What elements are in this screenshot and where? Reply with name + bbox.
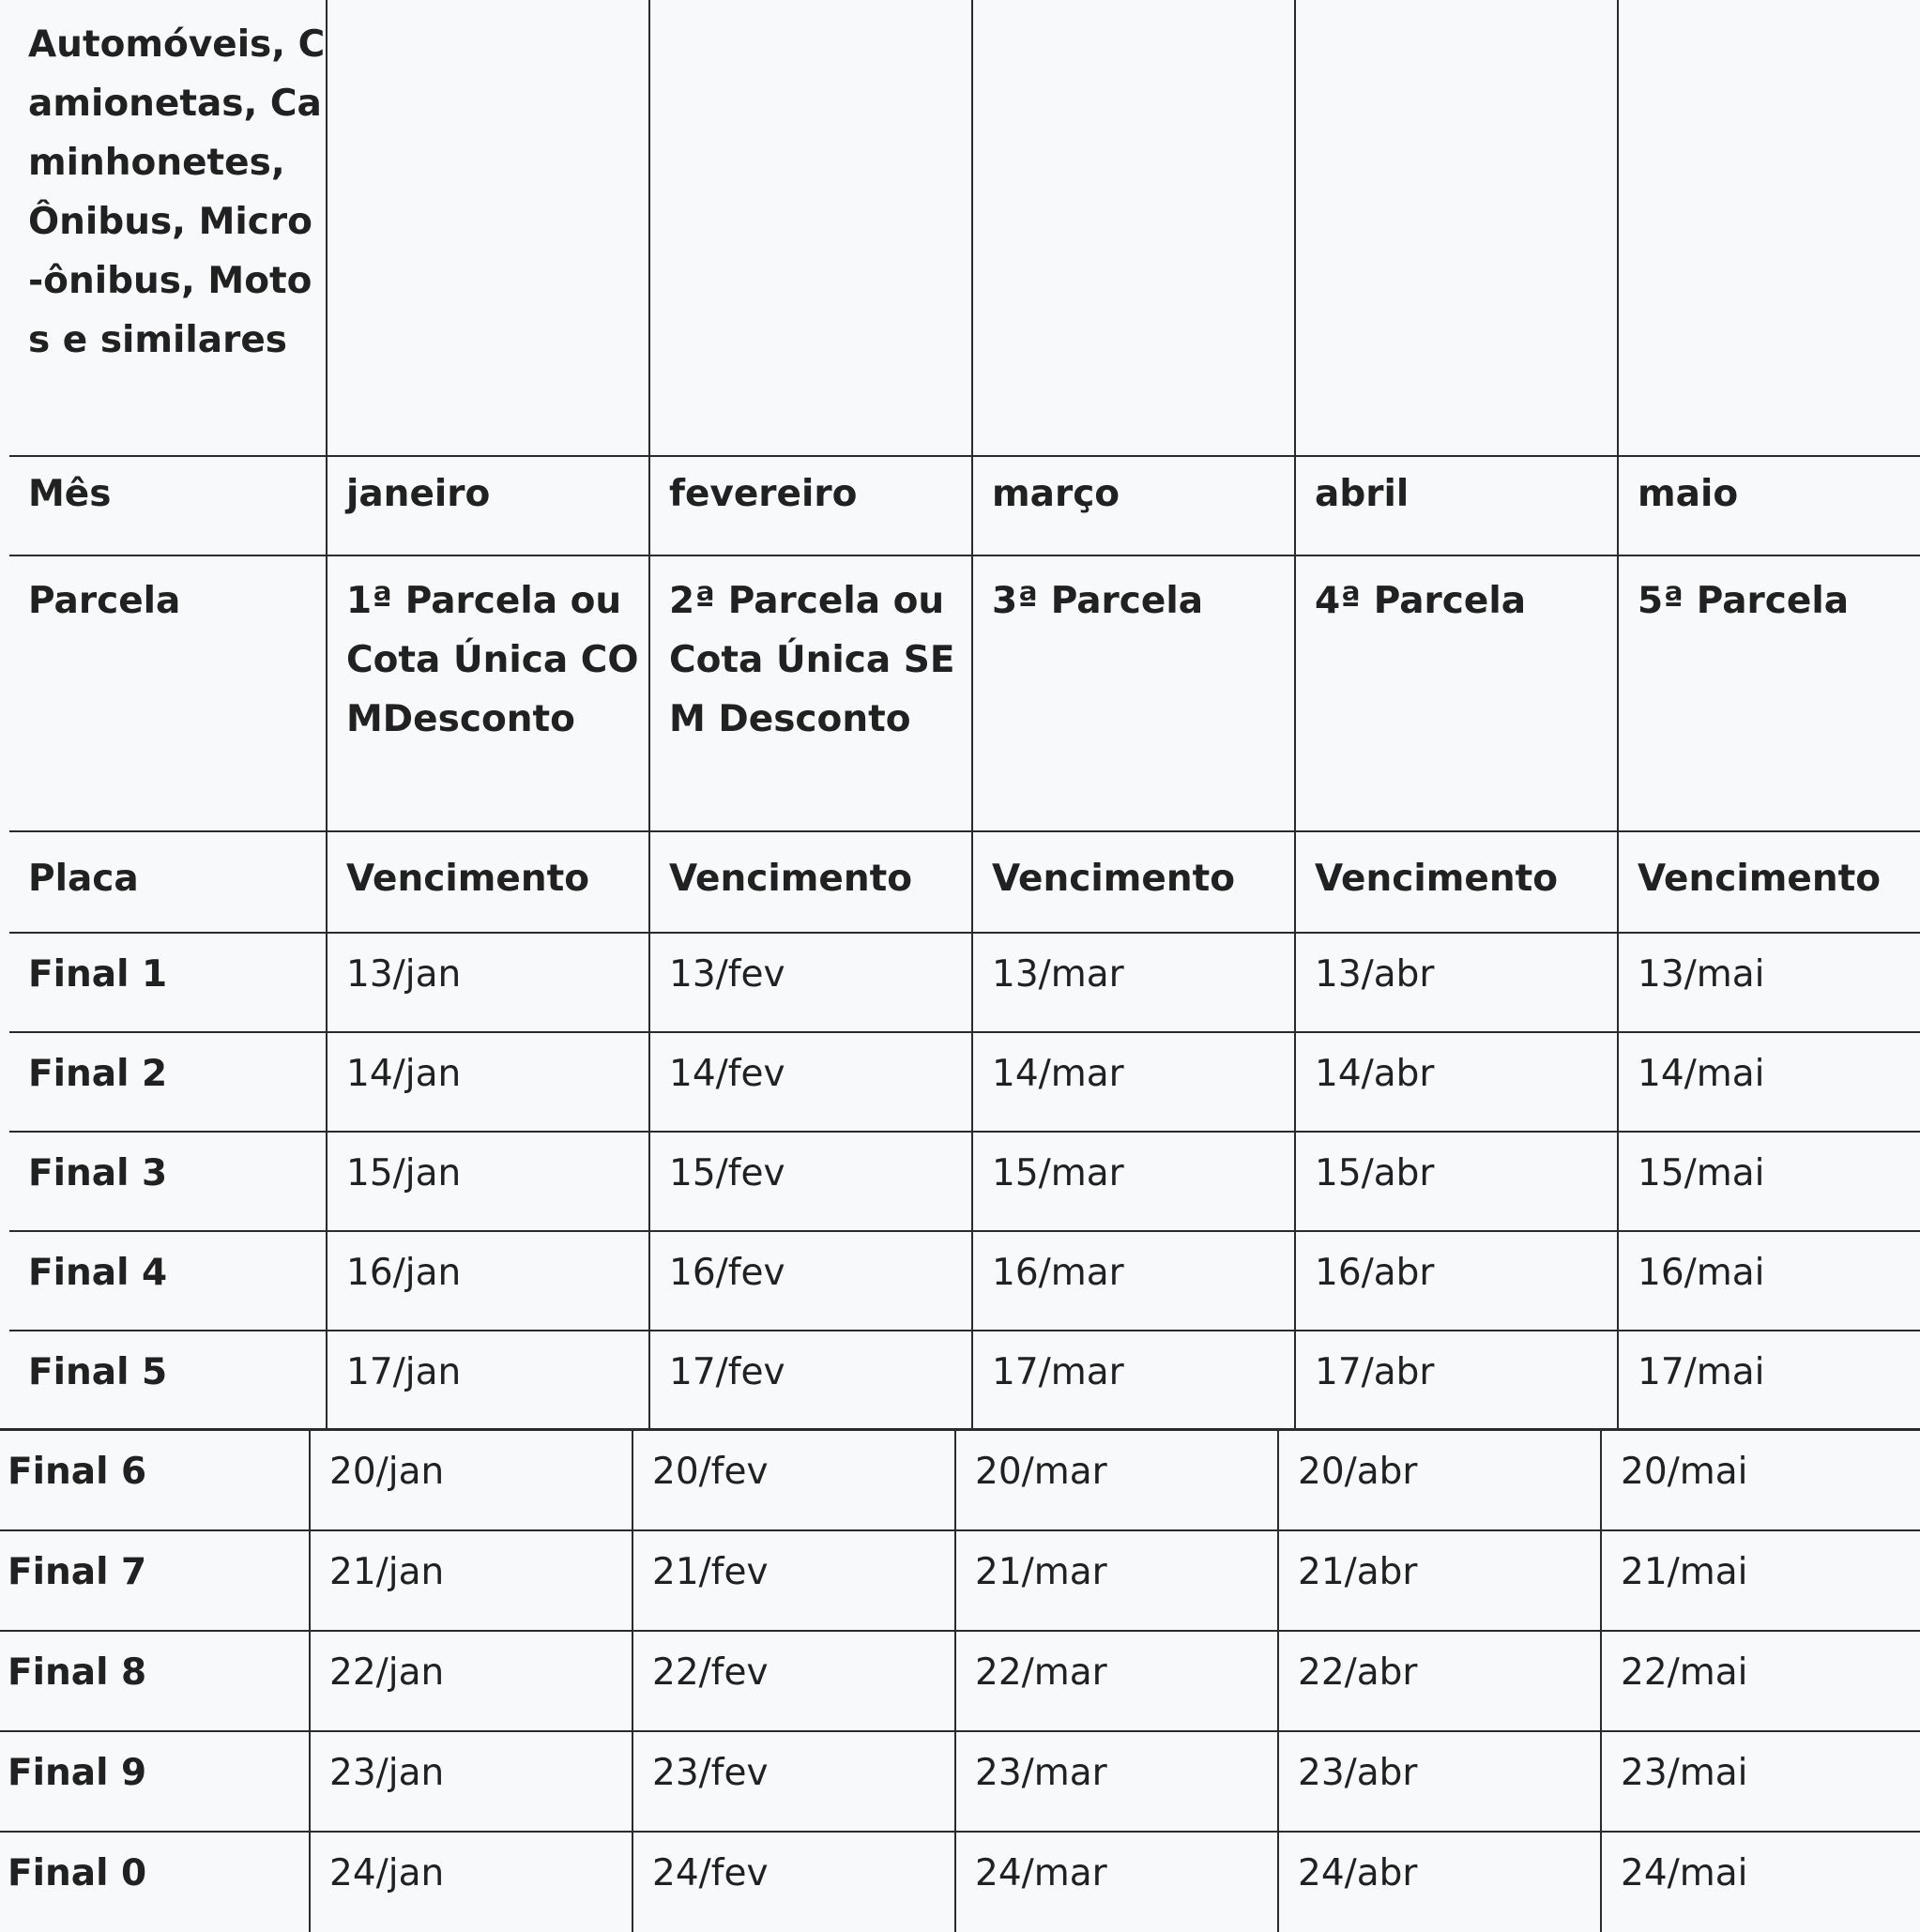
empty-cell xyxy=(1295,0,1618,456)
due-date-cell: 16/jan xyxy=(327,1231,649,1331)
plate-cell: Final 8 xyxy=(0,1631,310,1731)
due-date-cell: 24/jan xyxy=(310,1832,632,1932)
due-label: Vencimento xyxy=(649,831,972,933)
due-date-cell: 16/fev xyxy=(649,1231,972,1331)
table-row xyxy=(0,1430,1920,1530)
due-date-cell: 22/mar xyxy=(955,1631,1278,1731)
due-date-cell: 14/abr xyxy=(1295,1032,1618,1132)
plate-cell: Final 2 xyxy=(9,1032,327,1132)
category-cell: Automóveis, Camionetas, Caminhonetes, Ônibus, Micro-ônibus, Motos e similares xyxy=(9,0,327,456)
due-date-cell: 22/fev xyxy=(632,1631,955,1731)
due-date-cell: 21/jan xyxy=(310,1530,632,1631)
category-row xyxy=(9,0,1920,456)
table-row xyxy=(9,1231,1920,1331)
due-date-cell: 20/mar xyxy=(955,1430,1278,1530)
due-date-cell: 14/jan xyxy=(327,1032,649,1132)
due-date-cell: 24/mai xyxy=(1621,1851,1748,1894)
month-cell: março xyxy=(972,456,1295,555)
plate-cell: Final 9 xyxy=(0,1731,310,1832)
due-date-cell: 20/jan xyxy=(310,1430,632,1530)
due-date-cell: 13/mai xyxy=(1618,933,1920,1032)
empty-cell xyxy=(972,0,1295,456)
empty-cell xyxy=(1618,0,1920,456)
due-date-cell: 21/abr xyxy=(1278,1530,1601,1631)
due-date-cell: 17/abr xyxy=(1295,1331,1618,1430)
due-date-cell: 15/abr xyxy=(1295,1132,1618,1231)
due-label: Vencimento xyxy=(1295,831,1618,933)
due-date-cell: 15/jan xyxy=(327,1132,649,1231)
empty-cell xyxy=(327,0,649,456)
due-date-cell: 23/abr xyxy=(1278,1731,1601,1832)
due-date-cell: 22/mai xyxy=(1601,1631,1920,1731)
due-date-cell: 23/mai xyxy=(1601,1731,1920,1832)
table-row xyxy=(0,1631,1920,1731)
plate-cell: Final 3 xyxy=(9,1132,327,1231)
due-date-cell: 21/mai xyxy=(1601,1530,1920,1631)
bottom-rows xyxy=(0,1430,1920,1932)
table-row xyxy=(9,1132,1920,1231)
due-date-cell: 17/fev xyxy=(649,1331,972,1430)
due-date-cell: 24/fev xyxy=(632,1832,955,1932)
plate-label: Placa xyxy=(9,831,327,933)
due-date-cell: 22/jan xyxy=(310,1631,632,1731)
due-date-cell: 15/mar xyxy=(972,1132,1295,1231)
plate-cell: Final 7 xyxy=(0,1530,310,1631)
due-date-cell: 13/fev xyxy=(649,933,972,1032)
installment-cell: 2ª Parcela ou Cota Única SEM Desconto xyxy=(649,555,972,831)
due-date-cell: 21/fev xyxy=(632,1530,955,1631)
due-date-cell: 17/mar xyxy=(972,1331,1295,1430)
installment-cell: 5ª Parcela xyxy=(1618,555,1920,831)
plate-cell: Final 6 xyxy=(0,1430,310,1530)
due-date-cell: 14/fev xyxy=(649,1032,972,1132)
due-date-cell: 23/jan xyxy=(310,1731,632,1832)
table-row xyxy=(0,1832,1920,1932)
table-row xyxy=(0,1731,1920,1832)
table-row xyxy=(9,933,1920,1032)
month-row xyxy=(9,456,1920,555)
due-date-cell: 15/mai xyxy=(1618,1132,1920,1231)
month-cell: janeiro xyxy=(327,456,649,555)
installment-row xyxy=(9,555,1920,831)
due-date-cell: 13/mar xyxy=(972,933,1295,1032)
plate-cell: Final 5 xyxy=(9,1331,327,1430)
due-label: Vencimento xyxy=(327,831,649,933)
due-date-cell: 17/jan xyxy=(327,1331,649,1430)
due-date-cell: 16/mai xyxy=(1618,1231,1920,1331)
schedule-table-top xyxy=(9,0,1920,1430)
due-date-cell: 16/mar xyxy=(972,1231,1295,1331)
due-label: Vencimento xyxy=(1618,831,1920,933)
month-cell: abril xyxy=(1295,456,1618,555)
due-date-cell: 13/abr xyxy=(1295,933,1618,1032)
plate-cell: Final 4 xyxy=(9,1231,327,1331)
due-date-cell: 23/mar xyxy=(955,1731,1278,1832)
installment-cell: 4ª Parcela xyxy=(1295,555,1618,831)
due-date-cell: 16/abr xyxy=(1295,1231,1618,1331)
month-cell: maio xyxy=(1618,456,1920,555)
due-date-cell: 24/abr xyxy=(1278,1832,1601,1932)
due-date-cell: 13/jan xyxy=(327,933,649,1032)
table-row xyxy=(9,1032,1920,1132)
due-date-cell: 22/abr xyxy=(1278,1631,1601,1731)
empty-cell xyxy=(649,0,972,456)
due-date-cell: 24/mar xyxy=(955,1832,1278,1932)
schedule-table-bottom xyxy=(0,1428,1920,1932)
top-rows xyxy=(9,933,1920,1430)
due-date-cell: 15/fev xyxy=(649,1132,972,1231)
month-cell: fevereiro xyxy=(649,456,972,555)
due-date-cell: 23/fev xyxy=(632,1731,955,1832)
month-label: Mês xyxy=(9,456,327,555)
due-date-cell: 14/mai xyxy=(1618,1032,1920,1132)
table-row xyxy=(0,1530,1920,1631)
table-row xyxy=(9,1331,1920,1430)
plate-header-row xyxy=(9,831,1920,933)
due-date-cell: 20/abr xyxy=(1278,1430,1601,1530)
due-label: Vencimento xyxy=(972,831,1295,933)
plate-cell: Final 0 xyxy=(0,1832,310,1932)
due-date-cell: 20/mai xyxy=(1601,1430,1920,1530)
plate-cell: Final 1 xyxy=(9,933,327,1032)
installment-label: Parcela xyxy=(9,555,327,831)
installment-cell: 3ª Parcela xyxy=(972,555,1295,831)
due-date-cell: 21/mar xyxy=(955,1530,1278,1631)
due-date-cell: 17/mai xyxy=(1638,1351,1765,1393)
due-date-cell: 20/fev xyxy=(632,1430,955,1530)
installment-cell: 1ª Parcela ou Cota Única COMDesconto xyxy=(327,555,649,831)
due-date-cell: 14/mar xyxy=(972,1032,1295,1132)
